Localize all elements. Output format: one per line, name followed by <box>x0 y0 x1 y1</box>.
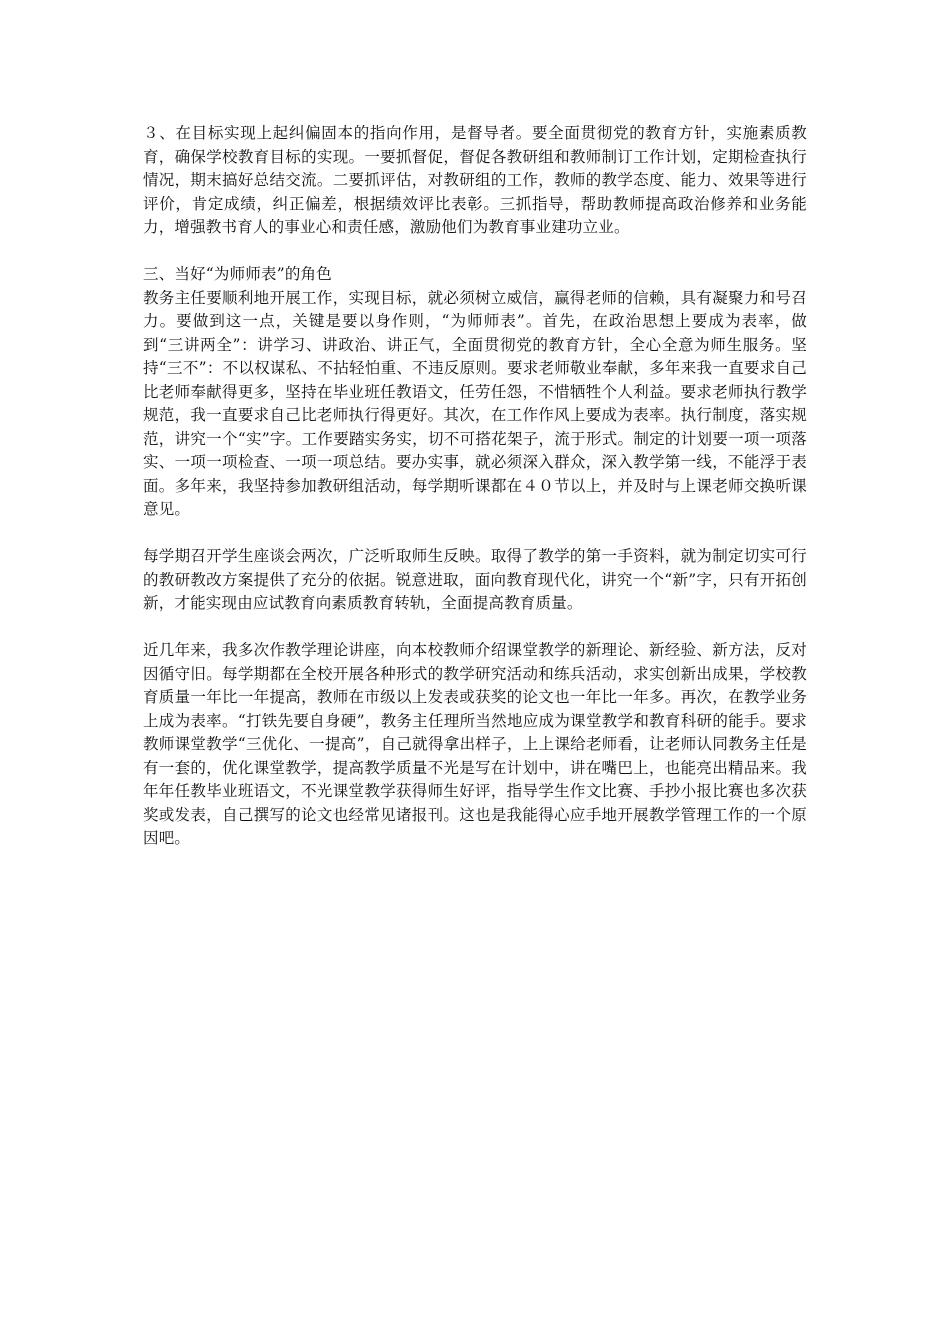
document-body <box>143 122 807 851</box>
paragraph-spacer <box>143 240 807 264</box>
paragraph-spacer <box>143 616 807 640</box>
section-heading-role-model: 三、当好“为师师表”的角色 <box>143 265 332 283</box>
paragraph-spacer <box>143 522 807 546</box>
paragraph-student-forums: 每学期召开学生座谈会两次，广泛听取师生反映。取得了教学的第一手资料，就为制定切实可行的教研教改方案提供了充分的依据。锐意进取，面向教育现代化，讲究一个“新”字，只有开拓创新，才能实现由应试教育向素质教育转轨，全面提高教育质量。 <box>143 547 807 612</box>
paragraph-teaching-lectures: 近几年来，我多次作教学理论讲座，向本校教师介绍课堂教学的新理论、新经验、新方法，反对因循守旧。每学期都在全校开展各种形式的教学研究活动和练兵活动，求实创新出成果，学校教育质量一年比一年提高，教师在市级以上发表或获奖的论文也一年比一年多。再次，在教学业务上成为表率。“打铁先要自身硬”，教务主任理所当然地应成为课堂教学和教育科研的能手。要求教师课堂教学“三优化、一提高”，自己就得拿出样子，上上课给老师看，让老师认同教务主任是有一套的，优化课堂教学，提高教学质量不光是写在计划中，讲在嘴巴上，也能亮出精品来。我年年任教毕业班语文，不光课堂教学获得师生好评，指导学生作文比赛、手抄小报比赛也多次获奖或发表，自己撰写的论文也经常见诸报刊。这也是我能得心应手地开展教学管理工作的一个原因吧。 <box>143 641 807 847</box>
paragraph-lead-by-example: 教务主任要顺利地开展工作，实现目标，就必须树立威信，赢得老师的信赖，具有凝聚力和号召力。要做到这一点，关键是要以身作则，“为师师表”。首先，在政治思想上要成为表率，做到“三讲两全”：讲学习、讲政治、讲正气，全面贯彻党的教育方针，全心全意为师生服务。坚持“三不”：不以权谋私、不拈轻怕重、不违反原则。要求老师敬业奉献，多年来我一直要求自己比老师奉献得更多，坚持在毕业班任教语文，任劳任怨，不惜牺牲个人利益。要求老师执行教学规范，我一直要求自己比老师执行得更好。其次，在工作作风上要成为表率。执行制度，落实规范，讲究一个“实”字。工作要踏实务实，切不可搭花架子，流于形式。制定的计划要一项一项落实、一项一项检查、一项一项总结。要办实事，就必须深入群众，深入教学第一线，不能浮于表面。多年来，我坚持参加教研组活动，每学期听课都在４０节以上，并及时与上课老师交换听课意见。 <box>143 288 807 518</box>
paragraph-supervisor-role: ３、在目标实现上起纠偏固本的指向作用，是督导者。要全面贯彻党的教育方针，实施素质教育，确保学校教育目标的实现。一要抓督促，督促各教研组和教师制订工作计划，定期检查执行情况，期末搞好总结交流。二要抓评估，对教研组的工作，教师的教学态度、能力、效果等进行评价，肯定成绩，纠正偏差，根据绩效评比表彰。三抓指导，帮助教师提高政治修养和业务能力，增强教书育人的事业心和责任感，激励他们为教育事业建功立业。 <box>143 124 807 236</box>
